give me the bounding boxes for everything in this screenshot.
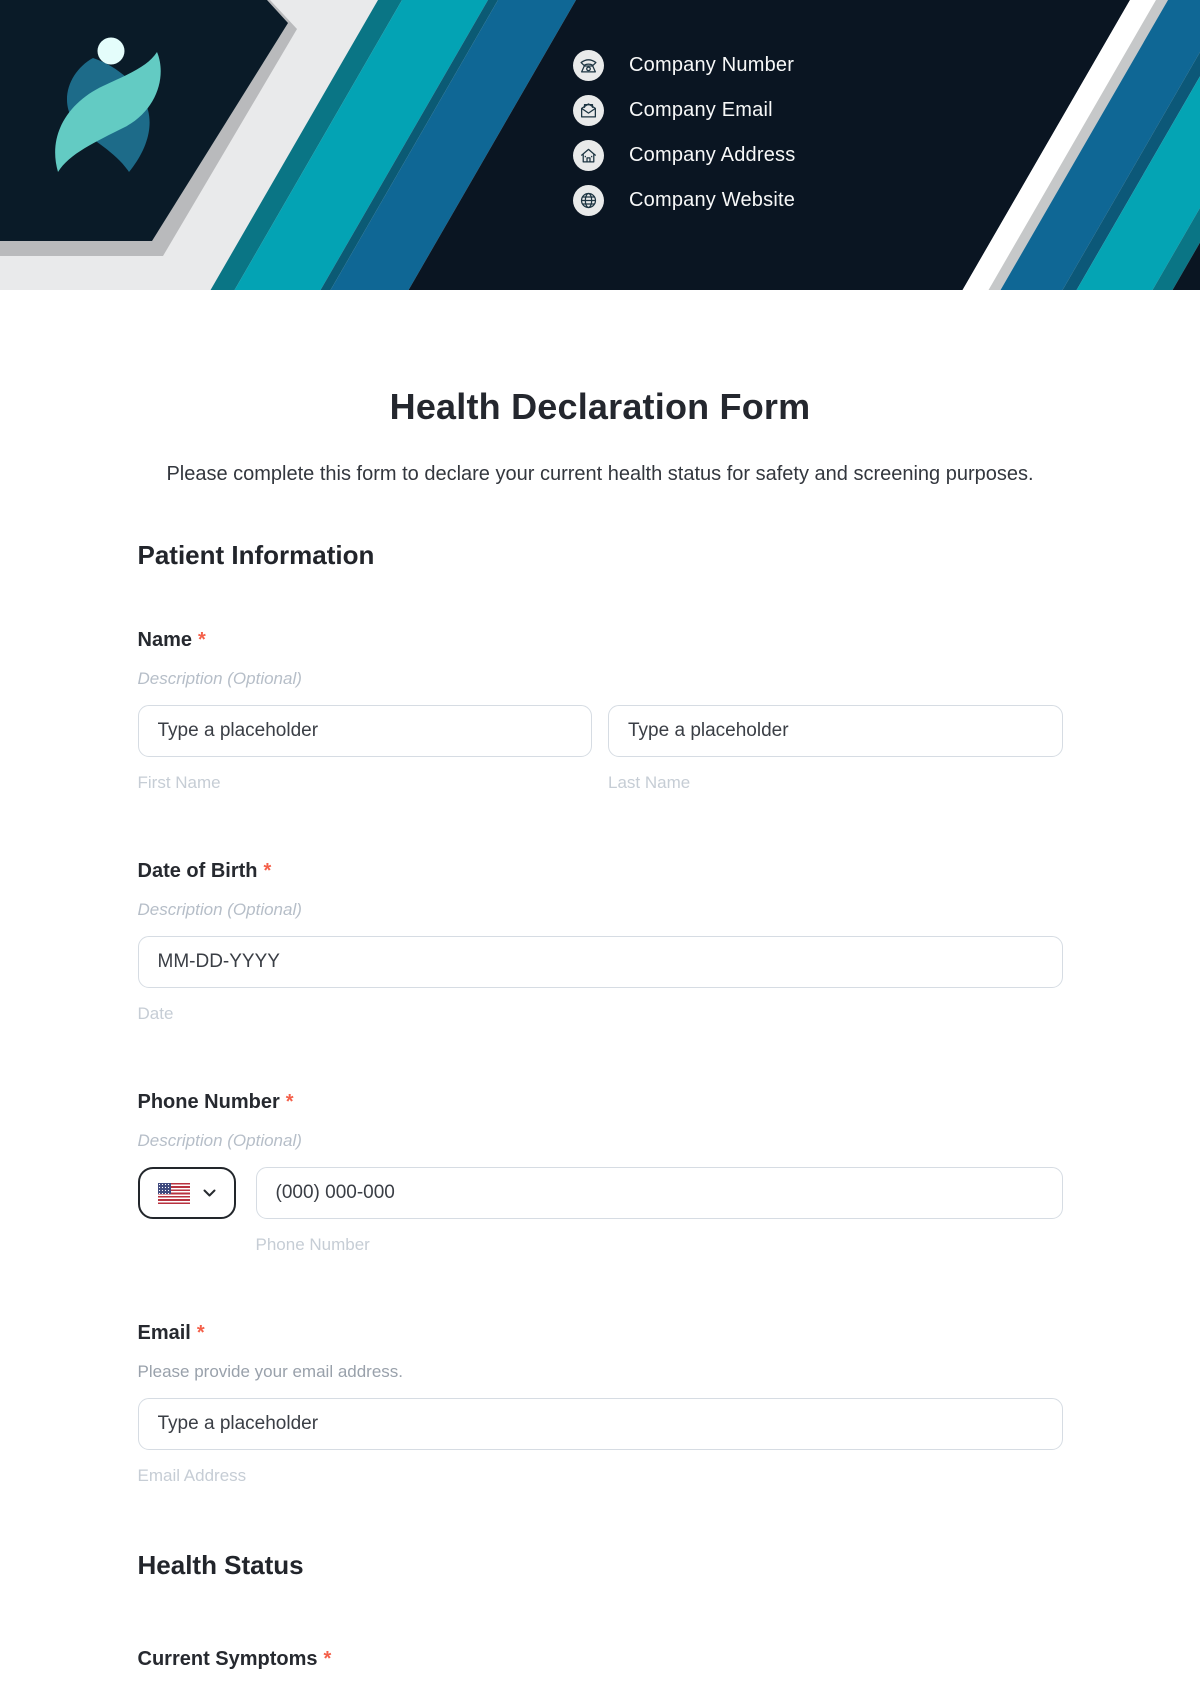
field-label	[138, 628, 1063, 652]
dob-description: Description (Optional)	[137, 900, 302, 919]
field-label	[138, 859, 1063, 883]
field-label	[138, 1090, 1063, 1114]
email-sublabel: Email Address	[137, 1466, 247, 1485]
address-icon	[573, 140, 604, 171]
contact-label: Company Website	[629, 189, 796, 211]
field-phone-number	[138, 1090, 1063, 1255]
field-email	[138, 1321, 1063, 1486]
email-input[interactable]	[138, 1398, 1063, 1450]
required-asterisk: *	[263, 860, 272, 882]
name-label: Name	[137, 629, 192, 651]
phone-label: Phone Number	[137, 1091, 280, 1113]
section-heading-patient-information: Patient Information	[137, 540, 375, 570]
phone-icon	[573, 50, 604, 81]
dob-label: Date of Birth	[137, 860, 258, 882]
chevron-down-icon	[203, 1189, 216, 1197]
email-description: Please provide your email address.	[137, 1362, 404, 1381]
email-label: Email	[137, 1322, 191, 1344]
required-asterisk: *	[323, 1648, 332, 1670]
contact-label: Company Address	[629, 144, 796, 166]
contact-row	[573, 185, 795, 216]
company-logo	[45, 22, 195, 187]
website-icon	[573, 185, 604, 216]
required-asterisk: *	[196, 1322, 205, 1344]
last-name-input[interactable]	[608, 705, 1063, 757]
phone-number-input[interactable]	[256, 1167, 1063, 1219]
phone-sublabel: Phone Number	[255, 1235, 370, 1254]
date-of-birth-input[interactable]	[138, 936, 1063, 988]
contact-row	[573, 140, 795, 171]
name-description: Description (Optional)	[137, 669, 302, 688]
field-name	[138, 628, 1063, 793]
phone-description: Description (Optional)	[137, 1131, 302, 1150]
first-name-sublabel: First Name	[137, 773, 221, 792]
form-title: Health Declaration Form	[389, 386, 811, 427]
section-heading-health-status: Health Status	[137, 1550, 304, 1580]
field-label	[138, 1647, 1063, 1671]
field-label	[138, 1321, 1063, 1345]
email-icon	[573, 95, 604, 126]
header-banner	[0, 0, 1200, 290]
country-code-select[interactable]	[138, 1167, 236, 1219]
us-flag-icon	[158, 1183, 190, 1204]
required-asterisk: *	[285, 1091, 294, 1113]
contact-row	[573, 50, 795, 81]
field-date-of-birth	[138, 859, 1063, 1024]
contact-row	[573, 95, 795, 126]
current-symptoms-label: Current Symptoms	[137, 1648, 318, 1670]
form-page	[138, 385, 1063, 1671]
contact-label: Company Email	[629, 99, 773, 121]
last-name-sublabel: Last Name	[608, 773, 691, 792]
required-asterisk: *	[197, 629, 206, 651]
date-sublabel: Date	[137, 1004, 174, 1023]
form-subtitle: Please complete this form to declare your current health status for safety and screening purposes.	[166, 463, 1034, 485]
field-current-symptoms	[138, 1647, 1063, 1671]
first-name-input[interactable]	[138, 705, 593, 757]
contact-label: Company Number	[629, 54, 795, 76]
contact-list	[573, 50, 795, 216]
